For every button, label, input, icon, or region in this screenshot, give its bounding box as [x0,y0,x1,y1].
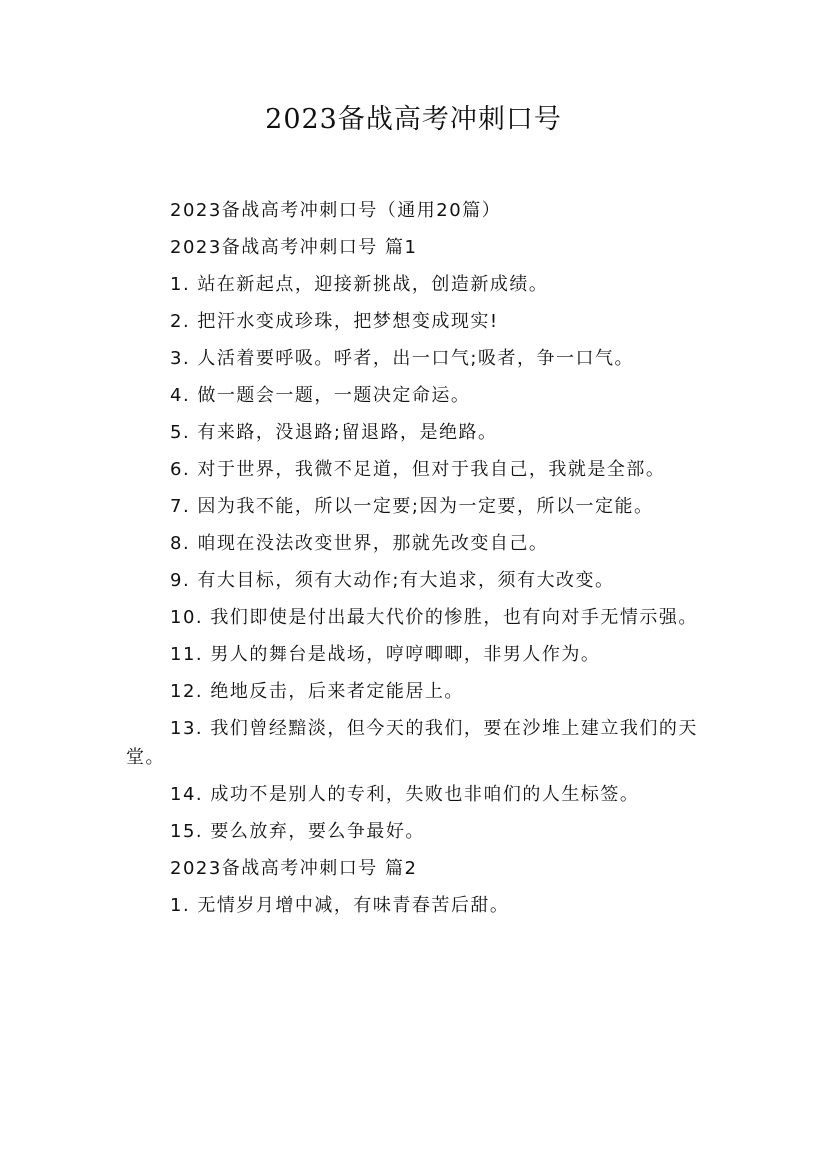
section-heading-2: 2023备战高考冲刺口号 篇2 [170,858,418,879]
slogan-item: 8. 咱现在没法改变世界，那就先改变自己。 [170,533,549,554]
slogan-item: 4. 做一题会一题，一题决定命运。 [170,385,471,406]
slogan-item: 15. 要么放弃，要么争最好。 [170,821,425,842]
slogan-item: 12. 绝地反击，后来者定能居上。 [170,681,464,702]
slogan-item: 6. 对于世界，我微不足道，但对于我自己，我就是全部。 [170,459,666,480]
slogan-item: 14. 成功不是别人的专利，失败也非咱们的人生标签。 [170,784,640,805]
section-heading-1: 2023备战高考冲刺口号 篇1 [170,237,418,258]
slogan-item: 7. 因为我不能，所以一定要;因为一定要，所以一定能。 [170,496,654,517]
slogan-item: 1. 无情岁月增中减，有味青春苦后甜。 [170,895,510,916]
slogan-item: 13. 我们曾经黯淡，但今天的我们，要在沙堆上建立我们的天堂。 [126,718,698,768]
slogan-item: 3. 人活着要呼吸。呼者，出一口气;吸者，争一口气。 [170,348,634,369]
document-body [126,196,718,928]
slogan-item: 11. 男人的舞台是战场，哼哼唧唧，非男人作为。 [170,644,601,665]
document-subtitle: 2023备战高考冲刺口号（通用20篇） [170,200,502,221]
slogan-item: 10. 我们即使是付出最大代价的惨胜，也有向对手无情示强。 [170,607,698,628]
slogan-item: 2. 把汗水变成珍珠，把梦想变成现实! [170,311,499,332]
slogan-item: 9. 有大目标，须有大动作;有大追求，须有大改变。 [170,570,615,591]
slogan-item: 5. 有来路，没退路;留退路，是绝路。 [170,422,498,443]
slogan-item: 1. 站在新起点，迎接新挑战，创造新成绩。 [170,274,549,295]
document-title: 2023备战高考冲刺口号 [265,104,562,135]
